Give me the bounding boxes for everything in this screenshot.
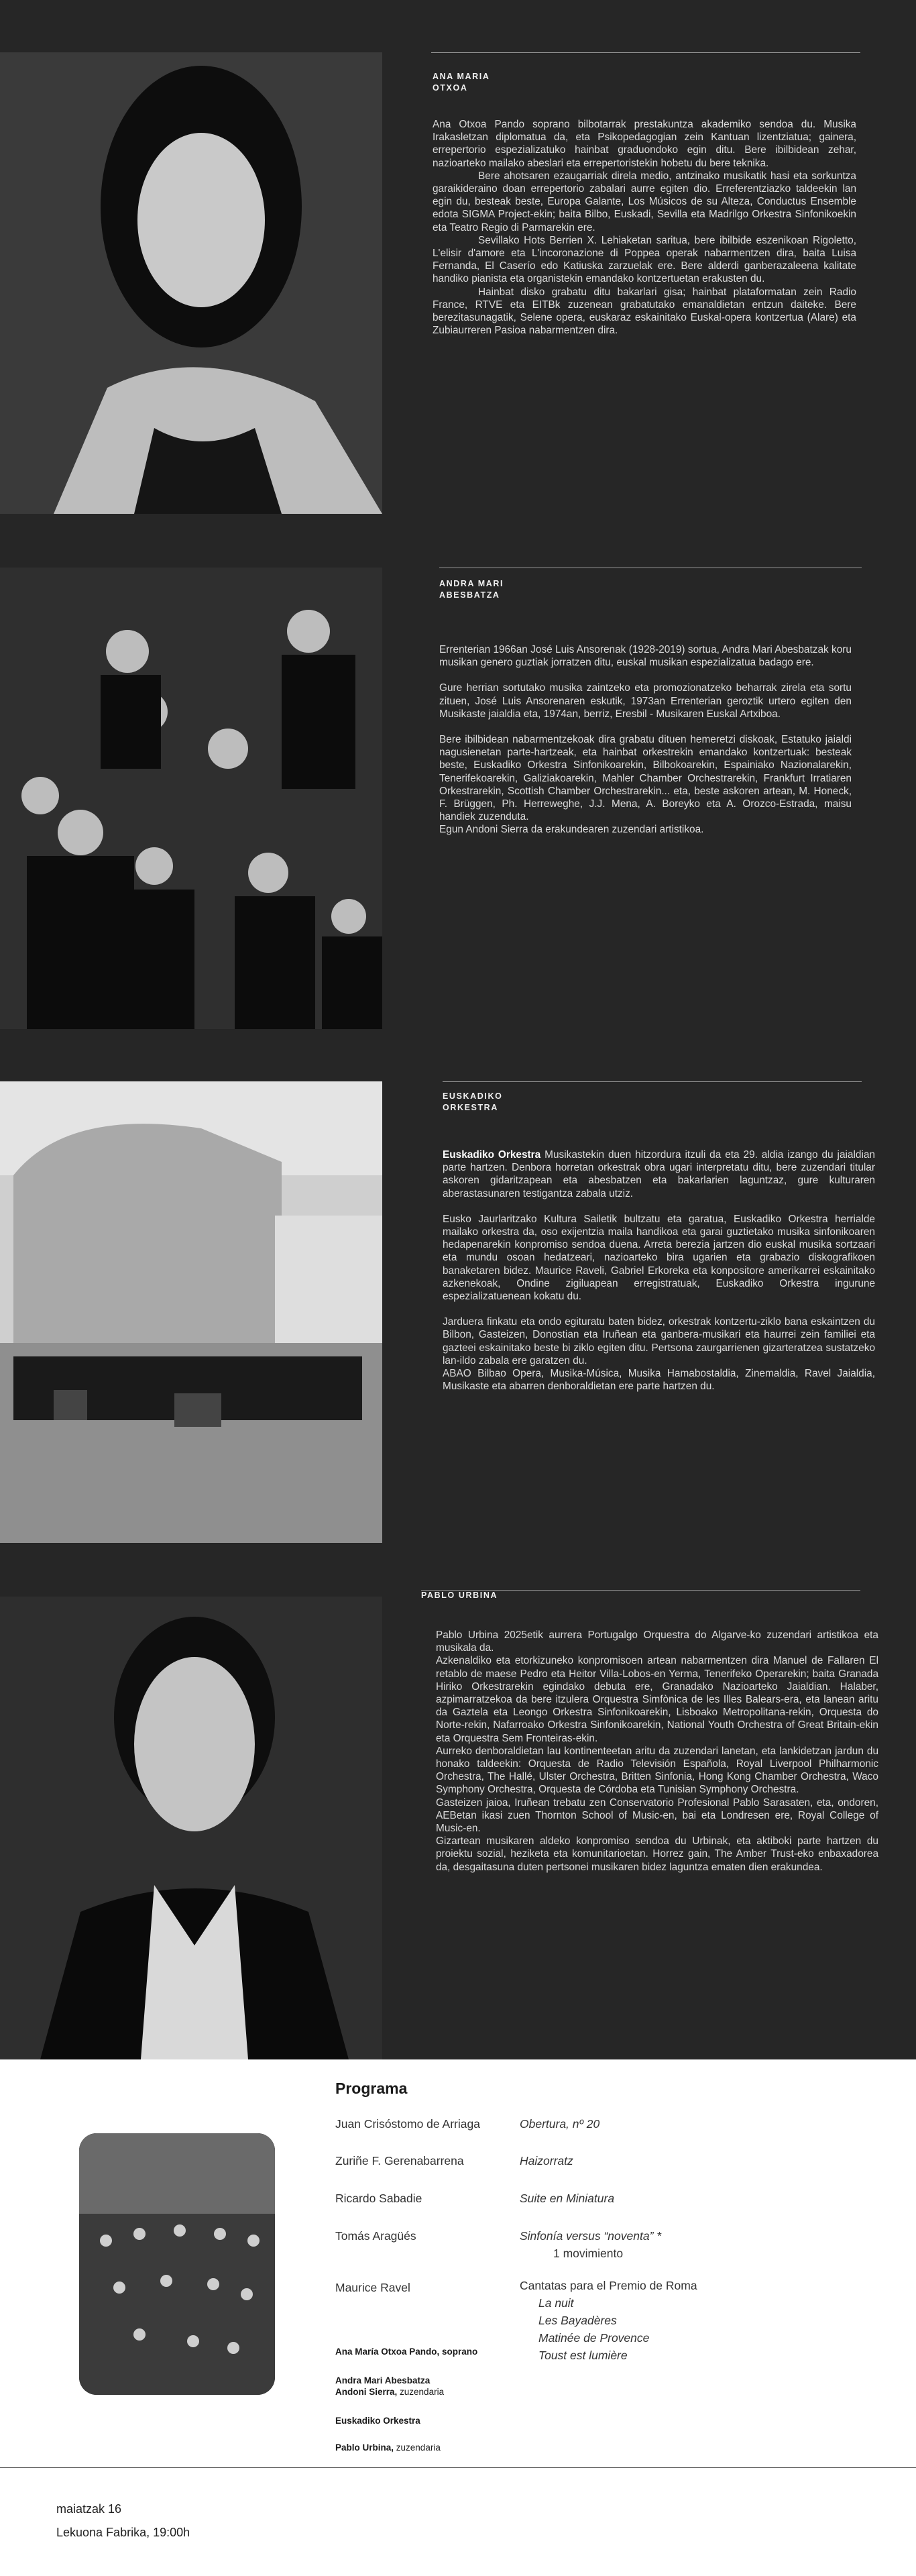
performer-name: ANA MARIA OTXOA: [433, 72, 490, 93]
programa-work-title: Sinfonía versus “noventa” *: [520, 2229, 662, 2243]
name-rule: [431, 52, 860, 53]
performer-soprano: Ana María Otxoa Pando, soprano: [335, 2347, 478, 2357]
programa-composer: Zuriñe F. Gerenabarrena: [335, 2154, 464, 2167]
programa-movement: Matinée de Provence: [538, 2331, 650, 2345]
performer-orchestra: Euskadiko Orkestra: [335, 2416, 420, 2426]
programa-work: Obertura, nº 20: [520, 2117, 600, 2131]
portrait-ana-maria-otxoa: [0, 52, 382, 514]
programa-movement: Toust est lumière: [538, 2349, 628, 2362]
section-ana-maria-otxoa: [0, 0, 916, 523]
orchestra-name-bold: Euskadiko Orkestra: [443, 1149, 541, 1161]
programa-work-movement: 1 movimiento: [553, 2247, 624, 2260]
programa-work: Haizorratz: [520, 2154, 573, 2167]
performer-choir: Andra Mari Abesbatza Andoni Sierra, zuzendaria: [335, 2375, 445, 2397]
programa-composer: Maurice Ravel: [335, 2281, 410, 2294]
section-euskadiko-orkestra: [0, 1060, 916, 1576]
footer-divider: [0, 2467, 916, 2468]
programa-composer: Tomás Aragüés: [335, 2229, 416, 2243]
programa-movement: La nuit: [538, 2296, 574, 2310]
programa-section: [0, 2059, 916, 2576]
performer-bio: Errenterian 1966an José Luis Ansorenak (1928-2019) sortua, Andra Mari Abesbatzak koru musikan genero guztiak jorratzen ditu, euskal musikan espezializatua badago ere. Gure herrian sortutako musika zaintzeko eta promozionatzeko beharrak zirela eta sortu zituen, José Luis Ansorenaren eskutik, 1973an Errenterian geroztik urtero egiten den Musikaste jaialdia eta, 1974an, berriz, Eresbil - Musikaren Euskal Artxiboa. Bere ibilbidean nabarmentzekoak dira grabatu dituen hemeretzi diskoak, Estatuko jaialdi nagusienetan parte-hartzeak, eta hainbat orkestrekin emandako kontzertuak: besteak beste, Euskadiko Orkestra Sinfonikoarekin, Bilbokoarekin, Espainiako Nazionalarekin, Tenerifekoarekin, Galiziakoarekin, Mahler Chamber Orchestrarekin, Frankfurt Irratiaren Orkestrarekin, Scottish Chamber Orchestrarekin... eta, beste askoren artean, M. Honeck, F. Brüggen, Ph. Herreweghe, J.J. Mena, A. Boreyko eta A. Orozco-Estrada, maisu handiek zuzenduta. Egun Andoni Sierra da erakundearen zuzendari artistikoa.: [439, 644, 852, 836]
section-andra-mari-abesbatza: [0, 523, 916, 1060]
photo-andra-mari-choir: [0, 568, 382, 1029]
programa-composer: Ricardo Sabadie: [335, 2192, 422, 2205]
programa-composer: Juan Crisóstomo de Arriaga: [335, 2117, 480, 2131]
photo-euskadiko-orkestra: [0, 1081, 382, 1543]
programa-photo: [79, 2133, 275, 2395]
performer-bio: Euskadiko Orkestra Musikastekin duen hitzordura itzuli da eta 29. aldia izango du jaialdian parte hartzen. Denbora horretan orkestrak obra ugari interpretatu ditu, bere zuzendari titular askoren gidaritzapean eta abesbatzen eta bakarlarien laguntzaz, gure kulturaren aberastasunaren testigantza zabala utziz. Eusko Jaurlaritzako Kultura Sailetik bultzatu eta garatua, Euskadiko Orkestra herrialde mailako orkestra da, oso exijentzia maila handikoa eta garai guztietako musika sinfonikoaren hedapenarekin konpromiso sendoa duena. Arreta berezia jartzen dio euskal musika sortzaari eta mundu osoan hedatzeari, nazioarteko bira ugarien eta grabazio diskografikoen banaketaren bidez. Maurice Raveli, Gabriel Erkoreka eta konpositore amerikarrei eskainitako azkenekoak, Ondine zigiluapean erregistratuak, Euskadiko Orkestra ingurune espezializatuenean kokatu du. Jarduera finkatu eta ondo egituratu baten bidez, orkestrak kontzertu-ziklo bana eskaintzen du Bilbon, Gasteizen, Donostian eta Iruñean eta ganbera-musikari eta haurrei zein familiei eta gazteei eskainitako beste bi ziklo egiten ditu. Pertsona zaurgarrienen gizarteratzea sustatzeko lan-ildo zabala ere garatzen du. ABAO Bilbao Opera, Musika-Música, Musika Hamabostaldia, Zinemaldia, Ravel Jaialdia, Musikaste eta abarren denboraldietan ere parte hartzen du.: [443, 1149, 875, 1393]
programa-title: Programa: [335, 2080, 408, 2097]
name-rule: [443, 1081, 862, 1082]
section-pablo-urbina: [0, 1576, 916, 2059]
performer-name: ANDRA MARI ABESBATZA: [439, 579, 504, 600]
performer-conductor: Pablo Urbina, zuzendaria: [335, 2443, 441, 2453]
programa-work: Suite en Miniatura: [520, 2192, 615, 2205]
event-date: maiatzak 16: [56, 2502, 122, 2516]
portrait-pablo-urbina: [0, 1597, 382, 2059]
performer-name: PABLO URBINA: [421, 1591, 498, 1600]
performer-bio: Pablo Urbina 2025etik aurrera Portugalgo Orquestra do Algarve-ko zuzendari artistikoa eta musikala da. Azkenaldiko eta etorkizuneko konpromisoen artean nabarmentzen dira Manuel de Fallaren El retablo de maese Pedro eta Heitor Villa-Lobos-en Yerma, Tenerifeko Operarekin; baita Granada Hiriko Orkestrarekin egindako debuta ere, Granadako Nazioarteko Jaialdian. Halaber, azpimarratzekoa da bere itzulera Orquestra Simfònica de les Illes Balears-era, eta lanean aritu da Gaztela eta Leongo Orkestra Sinfonikoarekin, Lisboako Metropolitana-rekin, Orquesta do Norte-rekin, Nafarroako Orkestra Sinfonikoarekin, National Youth Orchestra of Great Britain-ekin eta Orquestra Sem Fronteiras-ekin. Aurreko denboraldietan lau kontinenteetan aritu da zuzendari lanetan, eta lankidetzan jardun du honako taldeekin: Orquesta de Radio Televisión Española, Royal Liverpool Philharmonic Orchestra, The Hallé, Ulster Orchestra, Britten Sinfonia, Hong Kong Chamber Orchestra, Waco Symphony Orchestra, Orquesta de Córdoba eta Tunisian Symphony Orchestra. Gasteizen jaioa, Iruñean trebatu zen Conservatorio Profesional Pablo Sarasaten, eta, ondoren, AEBetan ikasi zuen Thornton School of Music-en, bai eta Londresen ere, Royal College of Music-en. Gizartean musikaren aldeko konpromiso sendoa du Urbinak, eta aktiboki parte hartzen du proiektu sozial, heziketa eta komunitarioetan. Horrez gain, The Amber Trust-eko enbaxadorea da, desgaitasuna duten pertsonei musikaren bidez laguntza ematen dien erakundea.: [436, 1629, 878, 1873]
programa-work-title: Cantatas para el Premio de Roma: [520, 2279, 697, 2292]
performer-bio: Ana Otxoa Pando soprano bilbotarrak prestakuntza akademiko sendoa du. Musika Irakasletzan diplomatua da, eta Psikopedagogian zein Kantuan lizentziatua; gainera, errepertorio espezializatuko hainbat graduondoko egin ditu. Bere ibilbidean zehar, nazioarteko mailako abeslari eta errepertoristekin hobetu du bere teknika. Bere ahotsaren ezaugarriak direla medio, antzinako musikatik hasi eta sorkuntza garaikideraino doan errepertorio zabalari aurre egiten dio. Erreferentziazko taldeekin lan egin du, besteak beste, Europa Galante, Los Músicos de su Alteza, Conductus Ensemble edota SIGMA Project-ekin; baita Bilbo, Euskadi, Sevilla eta Madrilgo Orkestra Sinfonikoekin eta Teatro Regio di Parmarekin ere. Sevillako Hots Berrien X. Lehiaketan saritua, bere ibilbide eszenikoan Rigoletto, L'elisir d'amore eta L'incoronazione di Poppea operak nabarmentzen dira, baita Luisa Fernanda, El Caserío edo Katiuska zarzuelak ere. Bere alderdi ganberazaleena kalitate handiko pianista eta organistekin emandako kontzertuetan erakusten du. Hainbat disko grabatu ditu bakarlari gisa; hainbat plataformatan zein Radio France, RTVE eta EITBk zuzenean grabatutako emanaldietan entzun daiteke. Bere berezitasunagatik, Selene opera, euskaraz eskainitako Euskal-opera kontzertua (Alare) eta Zubiaurreren Pasioa nabarmentzen dira.: [433, 119, 856, 337]
programa-work: [520, 2277, 697, 2364]
performer-name: EUSKADIKO ORKESTRA: [443, 1091, 503, 1112]
programa-work: [520, 2227, 661, 2262]
programa-movement: Les Bayadères: [538, 2314, 617, 2327]
event-place-time: Lekuona Fabrika, 19:00h: [56, 2526, 190, 2539]
